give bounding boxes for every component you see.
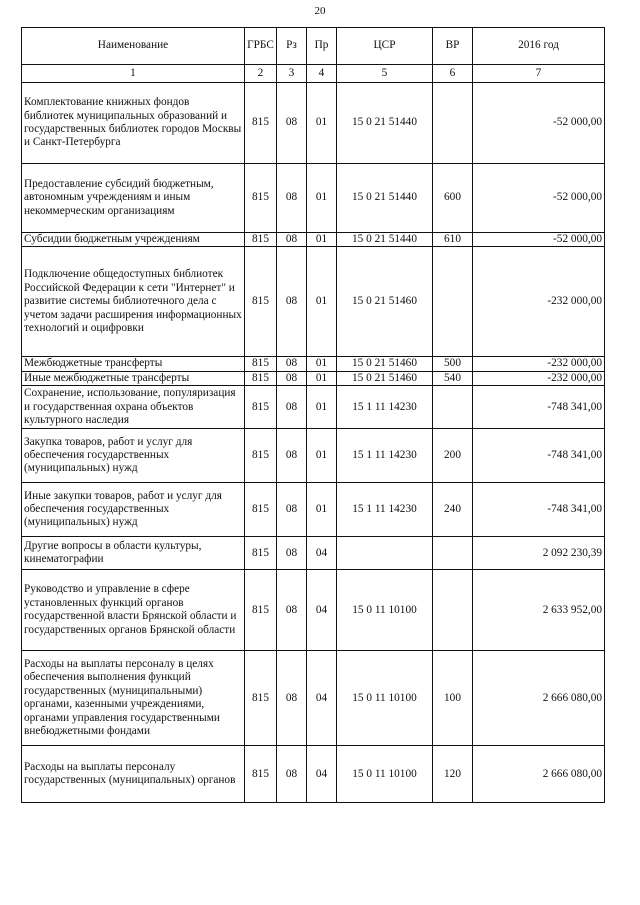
row-grbs: 815 [245, 233, 277, 247]
row-amount: -52 000,00 [473, 164, 605, 233]
row-rz: 08 [277, 483, 307, 537]
row-rz: 08 [277, 651, 307, 746]
row-amount: 2 666 080,00 [473, 651, 605, 746]
row-grbs: 815 [245, 371, 277, 385]
budget-table [21, 27, 605, 803]
row-pr: 01 [307, 233, 337, 247]
row-csr: 15 0 21 51440 [337, 83, 433, 164]
row-pr: 01 [307, 247, 337, 357]
row-name: Комплектование книжных фондов библиотек муниципальных образований и государственных библиотек городов Москвы и Санкт-Петербурга [22, 83, 245, 164]
row-pr: 04 [307, 537, 337, 570]
row-grbs: 815 [245, 83, 277, 164]
row-vr: 240 [433, 483, 473, 537]
row-name: Субсидии бюджетным учреждениям [22, 233, 245, 247]
row-pr: 01 [307, 371, 337, 385]
row-grbs: 815 [245, 247, 277, 357]
row-amount: -748 341,00 [473, 429, 605, 483]
header-pr: Пр [307, 28, 337, 65]
row-pr: 04 [307, 570, 337, 651]
table-row [22, 570, 605, 651]
row-csr: 15 0 11 10100 [337, 746, 433, 803]
row-amount: 2 633 952,00 [473, 570, 605, 651]
row-csr [337, 537, 433, 570]
table-row [22, 483, 605, 537]
row-csr: 15 1 11 14230 [337, 483, 433, 537]
row-vr [433, 83, 473, 164]
row-amount: 2 666 080,00 [473, 746, 605, 803]
table-row [22, 164, 605, 233]
row-grbs: 815 [245, 429, 277, 483]
row-vr: 200 [433, 429, 473, 483]
row-vr: 540 [433, 371, 473, 385]
column-number: 4 [307, 65, 337, 83]
table-row [22, 247, 605, 357]
row-rz: 08 [277, 537, 307, 570]
column-number: 2 [245, 65, 277, 83]
row-vr: 500 [433, 357, 473, 371]
row-grbs: 815 [245, 537, 277, 570]
table-body [22, 83, 605, 803]
row-rz: 08 [277, 164, 307, 233]
row-pr: 01 [307, 386, 337, 429]
row-grbs: 815 [245, 651, 277, 746]
row-csr: 15 0 21 51460 [337, 247, 433, 357]
row-amount: -232 000,00 [473, 371, 605, 385]
column-number: 5 [337, 65, 433, 83]
row-grbs: 815 [245, 746, 277, 803]
row-name: Иные межбюджетные трансферты [22, 371, 245, 385]
row-vr: 100 [433, 651, 473, 746]
row-rz: 08 [277, 371, 307, 385]
column-number: 1 [22, 65, 245, 83]
row-amount: -748 341,00 [473, 483, 605, 537]
column-number: 6 [433, 65, 473, 83]
row-grbs: 815 [245, 357, 277, 371]
column-number: 7 [473, 65, 605, 83]
row-vr [433, 386, 473, 429]
header-csr: ЦСР [337, 28, 433, 65]
row-name: Расходы на выплаты персоналу государственных (муниципальных) органов [22, 746, 245, 803]
row-pr: 04 [307, 746, 337, 803]
row-vr [433, 537, 473, 570]
row-name: Иные закупки товаров, работ и услуг для обеспечения государственных (муниципальных) нужд [22, 483, 245, 537]
row-name: Руководство и управление в сфере установленных функций органов государственной власти Брянской области и государственных органов Брянской области [22, 570, 245, 651]
row-csr: 15 0 21 51440 [337, 233, 433, 247]
row-name: Расходы на выплаты персоналу в целях обеспечения выполнения функций государственных (муниципальными) органами, казенными учреждениями, органами управления государственными внебюджетными фондами [22, 651, 245, 746]
row-grbs: 815 [245, 570, 277, 651]
row-grbs: 815 [245, 386, 277, 429]
table-row [22, 651, 605, 746]
row-csr: 15 0 21 51460 [337, 357, 433, 371]
row-grbs: 815 [245, 164, 277, 233]
row-csr: 15 1 11 14230 [337, 386, 433, 429]
column-number-row [22, 65, 605, 83]
row-amount: 2 092 230,39 [473, 537, 605, 570]
row-rz: 08 [277, 386, 307, 429]
row-rz: 08 [277, 570, 307, 651]
row-csr: 15 0 21 51440 [337, 164, 433, 233]
row-rz: 08 [277, 429, 307, 483]
row-pr: 01 [307, 83, 337, 164]
row-pr: 01 [307, 429, 337, 483]
row-vr [433, 247, 473, 357]
table-row [22, 233, 605, 247]
row-name: Сохранение, использование, популяризация и государственная охрана объектов культурного наследия [22, 386, 245, 429]
header-name: Наименование [22, 28, 245, 65]
row-pr: 01 [307, 164, 337, 233]
header-grbs: ГРБС [245, 28, 277, 65]
row-pr: 01 [307, 483, 337, 537]
row-vr [433, 570, 473, 651]
table-row [22, 429, 605, 483]
table-row [22, 746, 605, 803]
row-rz: 08 [277, 746, 307, 803]
row-rz: 08 [277, 83, 307, 164]
row-csr: 15 0 11 10100 [337, 570, 433, 651]
header-year: 2016 год [473, 28, 605, 65]
table-row [22, 386, 605, 429]
page-number: 20 [314, 5, 326, 17]
row-csr: 15 0 21 51460 [337, 371, 433, 385]
row-amount: -52 000,00 [473, 233, 605, 247]
row-rz: 08 [277, 247, 307, 357]
row-amount: -232 000,00 [473, 357, 605, 371]
row-name: Закупка товаров, работ и услуг для обеспечения государственных (муниципальных) нужд [22, 429, 245, 483]
row-amount: -748 341,00 [473, 386, 605, 429]
table-row [22, 83, 605, 164]
row-rz: 08 [277, 357, 307, 371]
row-rz: 08 [277, 233, 307, 247]
row-amount: -52 000,00 [473, 83, 605, 164]
row-grbs: 815 [245, 483, 277, 537]
header-vr: ВР [433, 28, 473, 65]
row-csr: 15 0 11 10100 [337, 651, 433, 746]
row-vr: 600 [433, 164, 473, 233]
row-amount: -232 000,00 [473, 247, 605, 357]
row-name: Межбюджетные трансферты [22, 357, 245, 371]
row-pr: 01 [307, 357, 337, 371]
table-row [22, 537, 605, 570]
row-name: Подключение общедоступных библиотек Российской Федерации к сети "Интернет" и развитие системы библиотечного дела с учетом задачи расширения информационных технологий и оцифровки [22, 247, 245, 357]
row-vr: 120 [433, 746, 473, 803]
table-header-row [22, 28, 605, 65]
table-row [22, 357, 605, 371]
row-vr: 610 [433, 233, 473, 247]
table-row [22, 371, 605, 385]
row-name: Предоставление субсидий бюджетным, автономным учреждениям и иным некоммерческим организациям [22, 164, 245, 233]
row-csr: 15 1 11 14230 [337, 429, 433, 483]
column-number: 3 [277, 65, 307, 83]
row-pr: 04 [307, 651, 337, 746]
row-name: Другие вопросы в области культуры, кинематографии [22, 537, 245, 570]
header-rz: Рз [277, 28, 307, 65]
